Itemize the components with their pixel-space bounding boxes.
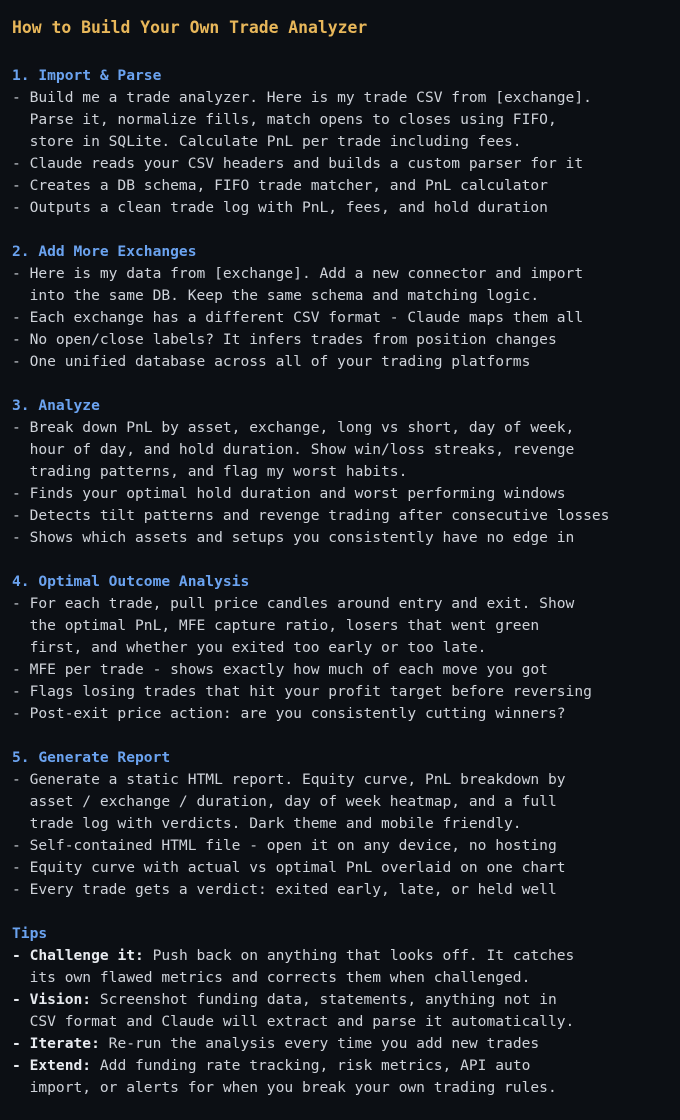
section-heading: 1. Import & Parse bbox=[12, 67, 162, 84]
section-line: the optimal PnL, MFE capture ratio, losers that went green bbox=[12, 617, 540, 634]
section-line: - Outputs a clean trade log with PnL, fees, and hold duration bbox=[12, 199, 548, 216]
document-title: How to Build Your Own Trade Analyzer bbox=[12, 18, 368, 37]
section-line: - Claude reads your CSV headers and builds a custom parser for it bbox=[12, 155, 584, 172]
section-line: - Detects tilt patterns and revenge trading after consecutive losses bbox=[12, 507, 610, 524]
tip-label: Iterate: bbox=[29, 1035, 100, 1052]
section-generate-report bbox=[12, 747, 668, 901]
section-heading: 5. Generate Report bbox=[12, 749, 171, 766]
section-line: first, and whether you exited too early or too late. bbox=[12, 639, 487, 656]
section-line: - Break down PnL by asset, exchange, long vs short, day of week, bbox=[12, 419, 575, 436]
section-line: hour of day, and hold duration. Show win/loss streaks, revenge bbox=[12, 441, 575, 458]
section-line: store in SQLite. Calculate PnL per trade including fees. bbox=[12, 133, 522, 150]
section-line: - Generate a static HTML report. Equity curve, PnL breakdown by bbox=[12, 771, 566, 788]
section-heading: 3. Analyze bbox=[12, 397, 100, 414]
tip-text: Screenshot funding data, statements, anything not in bbox=[91, 991, 557, 1008]
section-line: - Each exchange has a different CSV format - Claude maps them all bbox=[12, 309, 584, 326]
section-line: - Equity curve with actual vs optimal PnL overlaid on one chart bbox=[12, 859, 566, 876]
section-line: - Creates a DB schema, FIFO trade matcher, and PnL calculator bbox=[12, 177, 548, 194]
section-line: - Every trade gets a verdict: exited early, late, or held well bbox=[12, 881, 557, 898]
tip-bullet: - bbox=[12, 991, 30, 1008]
section-line: trading patterns, and flag my worst habits. bbox=[12, 463, 408, 480]
tip-continuation: its own flawed metrics and corrects them when challenged. bbox=[12, 969, 531, 986]
section-heading: 4. Optimal Outcome Analysis bbox=[12, 573, 250, 590]
section-line: - MFE per trade - shows exactly how much of each move you got bbox=[12, 661, 548, 678]
section-line: - Here is my data from [exchange]. Add a new connector and import bbox=[12, 265, 584, 282]
section-line: into the same DB. Keep the same schema and matching logic. bbox=[12, 287, 540, 304]
tip-text: Add funding rate tracking, risk metrics, API auto bbox=[91, 1057, 531, 1074]
tip-item bbox=[12, 1033, 668, 1055]
section-line: - One unified database across all of your trading platforms bbox=[12, 353, 531, 370]
section-line: - Flags losing trades that hit your profit target before reversing bbox=[12, 683, 592, 700]
tip-bullet: - bbox=[12, 1057, 30, 1074]
section-line: - For each trade, pull price candles around entry and exit. Show bbox=[12, 595, 575, 612]
tip-item bbox=[12, 989, 668, 1011]
section-line: - Shows which assets and setups you consistently have no edge in bbox=[12, 529, 575, 546]
section-line: asset / exchange / duration, day of week heatmap, and a full bbox=[12, 793, 557, 810]
section-line: trade log with verdicts. Dark theme and mobile friendly. bbox=[12, 815, 522, 832]
tip-text: Push back on anything that looks off. It catches bbox=[143, 947, 575, 964]
tip-label: Extend: bbox=[29, 1057, 92, 1074]
section-analyze bbox=[12, 395, 668, 549]
section-line: - No open/close labels? It infers trades from position changes bbox=[12, 331, 557, 348]
section-line: - Build me a trade analyzer. Here is my trade CSV from [exchange]. bbox=[12, 89, 592, 106]
tip-label: Challenge it: bbox=[29, 947, 144, 964]
tip-text: Re-run the analysis every time you add new trades bbox=[99, 1035, 540, 1052]
tip-item bbox=[12, 1055, 668, 1077]
section-add-exchanges bbox=[12, 241, 668, 373]
section-line: - Finds your optimal hold duration and worst performing windows bbox=[12, 485, 566, 502]
tip-item bbox=[12, 945, 668, 967]
tip-bullet: - bbox=[12, 1035, 30, 1052]
section-import-parse bbox=[12, 65, 668, 219]
section-heading: 2. Add More Exchanges bbox=[12, 243, 197, 260]
tips-heading: Tips bbox=[12, 925, 48, 942]
tip-continuation: import, or alerts for when you break your own trading rules. bbox=[12, 1079, 557, 1096]
section-line: Parse it, normalize fills, match opens to closes using FIFO, bbox=[12, 111, 557, 128]
tip-bullet: - bbox=[12, 947, 30, 964]
tip-continuation: CSV format and Claude will extract and parse it automatically. bbox=[12, 1013, 575, 1030]
section-line: - Post-exit price action: are you consistently cutting winners? bbox=[12, 705, 566, 722]
tip-label: Vision: bbox=[29, 991, 92, 1008]
section-optimal-outcome bbox=[12, 571, 668, 725]
section-tips bbox=[12, 923, 668, 1099]
section-line: - Self-contained HTML file - open it on any device, no hosting bbox=[12, 837, 557, 854]
